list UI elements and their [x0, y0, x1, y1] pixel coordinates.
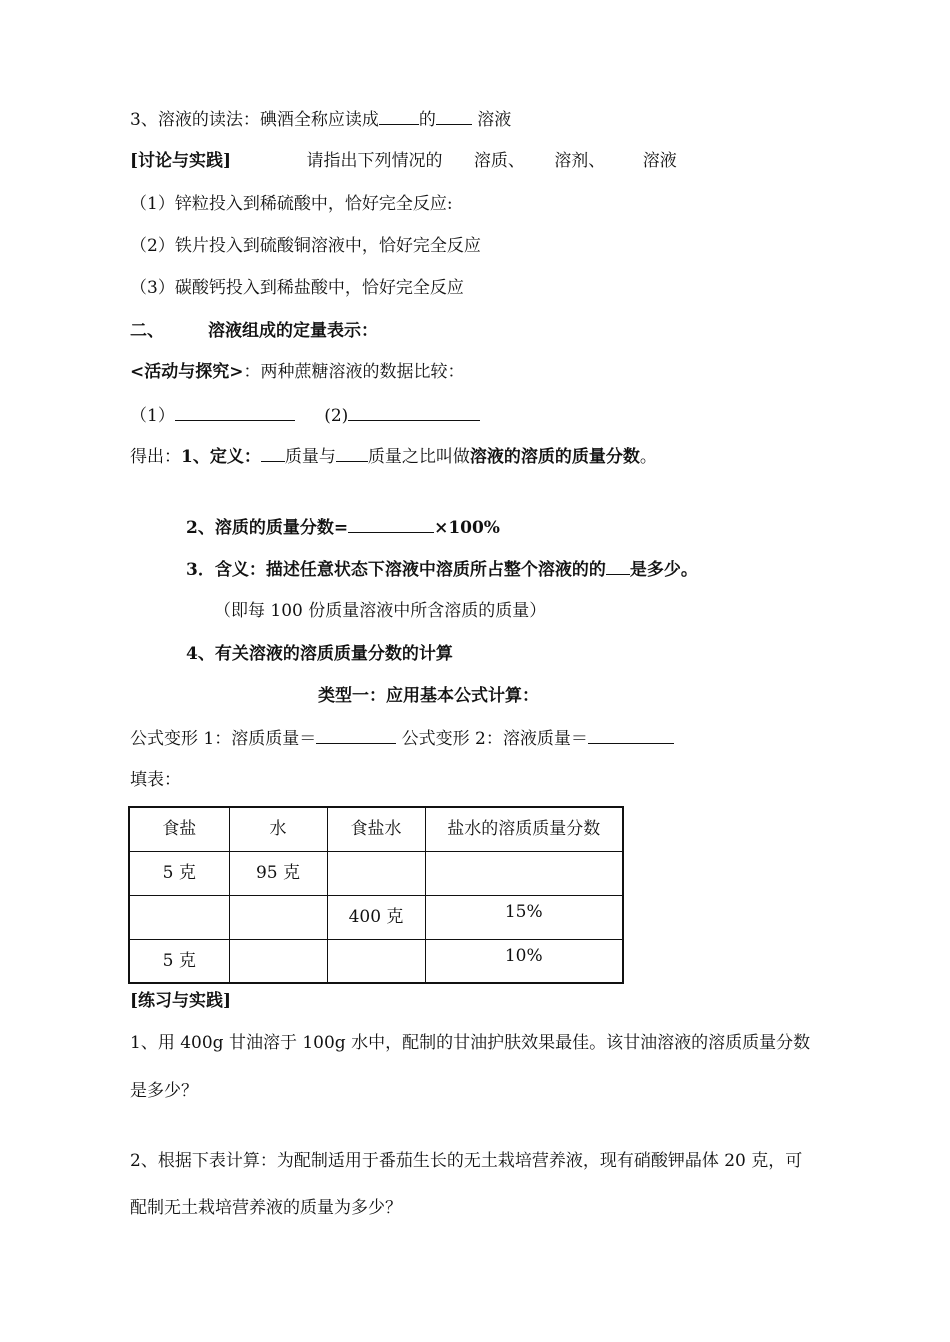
- reading-line: 3、溶液的读法：碘酒全称应读成 的 溶液: [130, 110, 512, 130]
- blank[interactable]: [175, 404, 295, 421]
- question-1: 1、用 400g 甘油溶于 100g 水中，配制的甘油护肤效果最佳。该甘油溶液的溶质质量分数: [130, 1033, 811, 1053]
- table-header: 盐水的溶质质量分数: [425, 807, 623, 851]
- blank[interactable]: [336, 445, 368, 462]
- blank[interactable]: [261, 445, 285, 462]
- table-row: [129, 851, 623, 895]
- table-cell[interactable]: 5 克: [129, 939, 229, 983]
- table-cell[interactable]: 400 克: [327, 895, 425, 939]
- fill-table-label: 填表：: [130, 770, 181, 790]
- question-2-cont: 配制无土栽培营养液的质量为多少？: [130, 1198, 402, 1218]
- table-header: 食盐: [129, 807, 229, 851]
- question-1-cont: 是多少？: [130, 1081, 198, 1101]
- table-cell[interactable]: 10%: [425, 939, 623, 983]
- discussion-line: [讨论与实践] 请指出下列情况的 溶质、 溶剂、 溶液: [130, 151, 677, 171]
- table-cell[interactable]: 15%: [425, 895, 623, 939]
- discussion-heading: [讨论与实践]: [130, 151, 232, 171]
- table-row: [129, 939, 623, 983]
- list-item: （3）碳酸钙投入到稀盐酸中，恰好完全反应: [130, 278, 464, 298]
- table-cell[interactable]: [327, 851, 425, 895]
- blank[interactable]: [348, 404, 480, 421]
- formula-line: 2、溶质的质量分数= ×100%: [186, 518, 500, 538]
- table-header: 食盐水: [327, 807, 425, 851]
- compare-line: （1） (2): [130, 404, 480, 427]
- blank[interactable]: [588, 727, 674, 744]
- table-cell[interactable]: [425, 851, 623, 895]
- blank[interactable]: [379, 108, 419, 125]
- list-item: （1）锌粒投入到稀硫酸中，恰好完全反应:: [130, 194, 453, 214]
- activity-line: <活动与探究>：两种蔗糖溶液的数据比较：: [130, 362, 465, 382]
- table-cell[interactable]: 5 克: [129, 851, 229, 895]
- table-cell[interactable]: [129, 895, 229, 939]
- meaning-note: （即每 100 份质量溶液中所含溶质的质量）: [214, 601, 547, 621]
- blank[interactable]: [606, 558, 630, 575]
- table-cell[interactable]: 95 克: [229, 851, 327, 895]
- table-cell[interactable]: [229, 939, 327, 983]
- formula-variants: 公式变形 1：溶质质量＝ 公式变形 2：溶液质量＝: [130, 727, 674, 750]
- blank[interactable]: [348, 516, 434, 533]
- list-item: （2）铁片投入到硫酸铜溶液中，恰好完全反应: [130, 236, 481, 256]
- table-cell[interactable]: [327, 939, 425, 983]
- meaning-line: 3．含义：描述任意状态下溶液中溶质所占整个溶液的的 是多少。: [186, 560, 698, 580]
- blank[interactable]: [316, 727, 396, 744]
- practice-heading: [练习与实践]: [130, 991, 232, 1011]
- table-cell[interactable]: [229, 895, 327, 939]
- fill-table: [128, 806, 624, 984]
- blank[interactable]: [436, 108, 472, 125]
- calc-heading: 4、有关溶液的溶质质量分数的计算: [186, 644, 453, 664]
- table-header: 水: [229, 807, 327, 851]
- section-heading: 二、 溶液组成的定量表示：: [130, 321, 378, 341]
- definition-line: 得出：1、定义： 质量与 质量之比叫做溶液的溶质的质量分数。: [130, 447, 657, 467]
- type-heading: 类型一：应用基本公式计算：: [318, 686, 539, 706]
- question-2: 2、根据下表计算：为配制适用于番茄生长的无土栽培营养液，现有硝酸钾晶体 20 克，可: [130, 1151, 803, 1171]
- table-header-row: [129, 807, 623, 851]
- table-row: [129, 895, 623, 939]
